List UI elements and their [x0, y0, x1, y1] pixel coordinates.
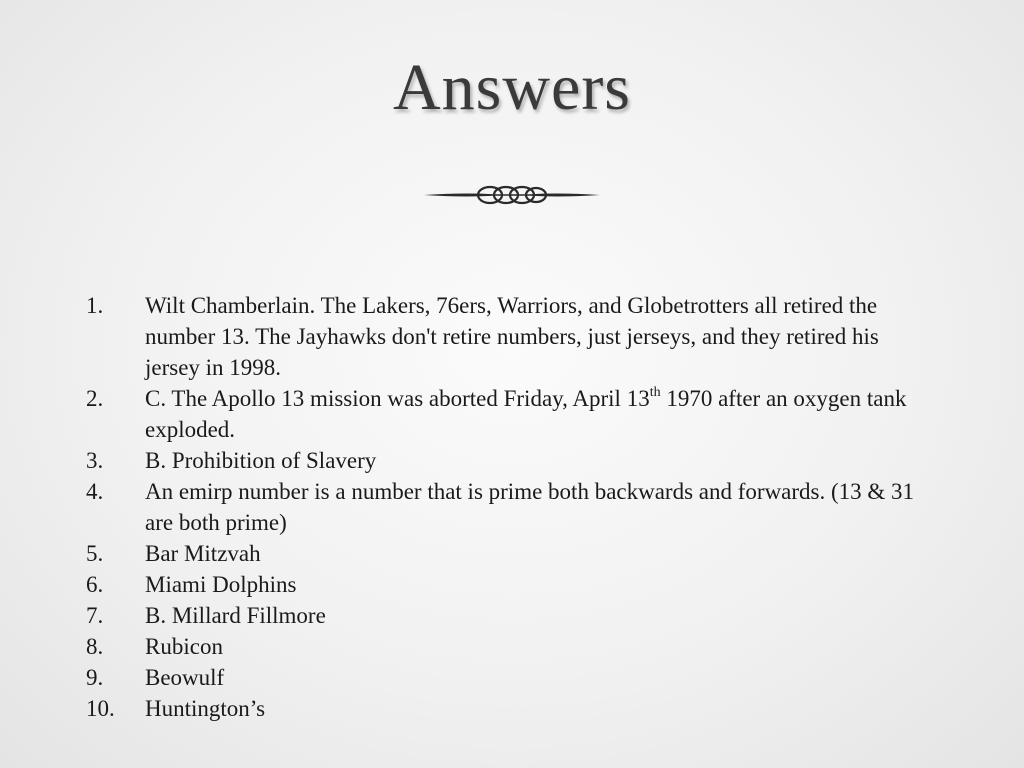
list-item: [86, 538, 926, 569]
list-item: [86, 290, 926, 383]
item-text: B. Millard Fillmore: [145, 603, 326, 628]
item-number: 8.: [86, 634, 104, 659]
item-number: 10.: [86, 696, 115, 721]
item-text: Huntington’s: [145, 696, 266, 721]
list-item: [86, 662, 926, 693]
item-text: Rubicon: [145, 634, 223, 659]
list-item: [86, 383, 926, 445]
item-text: [145, 386, 907, 442]
item-text: Miami Dolphins: [145, 572, 297, 597]
item-text: Bar Mitzvah: [145, 541, 261, 566]
list-item: [86, 445, 926, 476]
slide-title: Answers: [393, 51, 631, 124]
item-number: 9.: [86, 665, 104, 690]
item-text: Beowulf: [145, 665, 225, 690]
item-text-after: 1970 after an oxygen tank exploded.: [145, 386, 907, 442]
scroll-flourish-icon: [422, 178, 602, 212]
item-number: 2.: [86, 386, 104, 411]
answer-list: [86, 290, 926, 724]
item-text-before: C. The Apollo 13 mission was aborted Friday, April 13: [145, 386, 650, 411]
item-number: 6.: [86, 572, 104, 597]
item-text: Wilt Chamberlain. The Lakers, 76ers, Warriors, and Globetrotters all retired the number 13. The Jayhawks don't retire numbers, just jerseys, and they retired his jersey in 1998.: [145, 293, 879, 380]
item-number: 5.: [86, 541, 104, 566]
list-item: [86, 631, 926, 662]
list-item: [86, 693, 926, 724]
item-number: 4.: [86, 479, 104, 504]
item-number: 1.: [86, 293, 104, 318]
list-item: [86, 569, 926, 600]
list-item: [86, 476, 926, 538]
item-number: 3.: [86, 448, 104, 473]
item-text: B. Prohibition of Slavery: [145, 448, 377, 473]
ordinal-superscript: th: [649, 385, 661, 400]
item-number: 7.: [86, 603, 104, 628]
list-item: [86, 600, 926, 631]
item-text: An emirp number is a number that is prime both backwards and forwards. (13 & 31 are both prime): [145, 479, 915, 535]
